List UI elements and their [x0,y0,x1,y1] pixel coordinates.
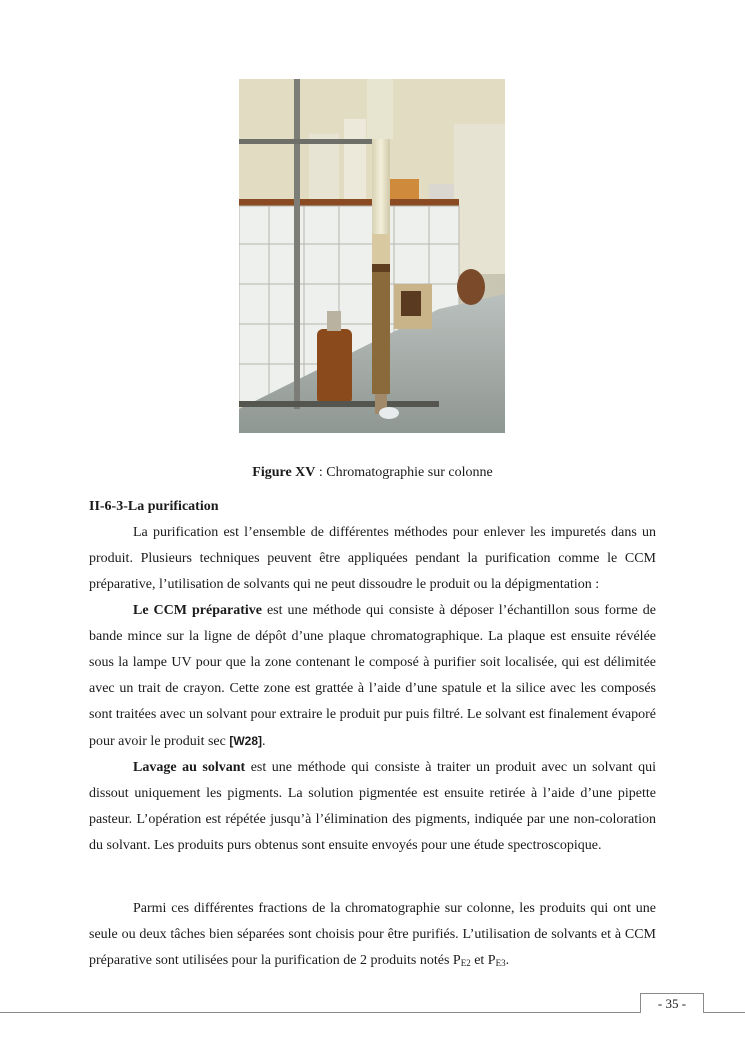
ccm-preparative-end: . [262,734,266,749]
paragraph-intro: La purification est l’ensemble de différentes méthodes pour enlever les impuretés dans un produit. Plusieurs techniques peuvent être appliquées pendant la purification comme le CCM préparative, l’utilisation de solvants qui ne peut dissoudre le produit ou la dépigmentation : [89,525,656,592]
paragraph-lavage-solvant [89,755,656,859]
fractions-end: . [505,953,510,968]
paragraph-fractions [89,896,656,976]
figure-caption [0,464,745,482]
subscript-e2: E2 [460,958,471,968]
fractions-text: Parmi ces différentes fractions de la chromatographie sur colonne, les produits qui ont une seule ou deux tâches bien séparées sont choisis pour être purifiés. L’utilisation de solvants et à CCM préparative sont utilisées pour la purification de 2 produits notés P [89,901,656,968]
fractions-mid: et P [470,953,496,968]
term-ccm-preparative: Le CCM préparative [133,603,262,618]
figure-caption-label: Figure XV [252,465,316,480]
page-number: - 35 - [640,993,704,1013]
body-text-block-2 [89,896,656,976]
subscript-e3: E3 [495,958,506,968]
section-title: II-6-3-La purification [89,499,219,514]
reference-w28: [W28] [229,734,263,748]
body-text-block [89,520,656,859]
term-lavage-solvant: Lavage au solvant [133,760,246,775]
paragraph-ccm-preparative [89,598,656,755]
figure-caption-text: : Chromatographie sur colonne [315,465,493,480]
lab-photo-image [239,79,505,433]
figure-photo [239,79,505,433]
footer-divider [0,1012,745,1013]
ccm-preparative-text: est une méthode qui consiste à déposer l’échantillon sous forme de bande mince sur la ligne de dépôt d’une plaque chromatographique. La plaque est ensuite révélée sous la lampe UV pour que la zone contenant le composé à purifier soit localisée, qui est délimitée avec un trait de crayon. Cette zone est grattée à l’aide d’une spatule et la silice avec les composés sont traitées avec un solvant pour extraire le produit pur puis filtré. Le solvant est finalement évaporé pour avoir le produit sec [89,603,656,749]
lavage-solvant-text: est une méthode qui consiste à traiter un produit avec un solvant qui dissout uniquement les pigments. La solution pigmentée est ensuite retirée à l’aide d’une pipette pasteur. L’opération est répétée jusqu’à l’élimination des pigments, indiquée par une non-coloration du solvant. Les produits purs obtenus sont ensuite envoyés pour une étude spectroscopique. [89,760,657,853]
